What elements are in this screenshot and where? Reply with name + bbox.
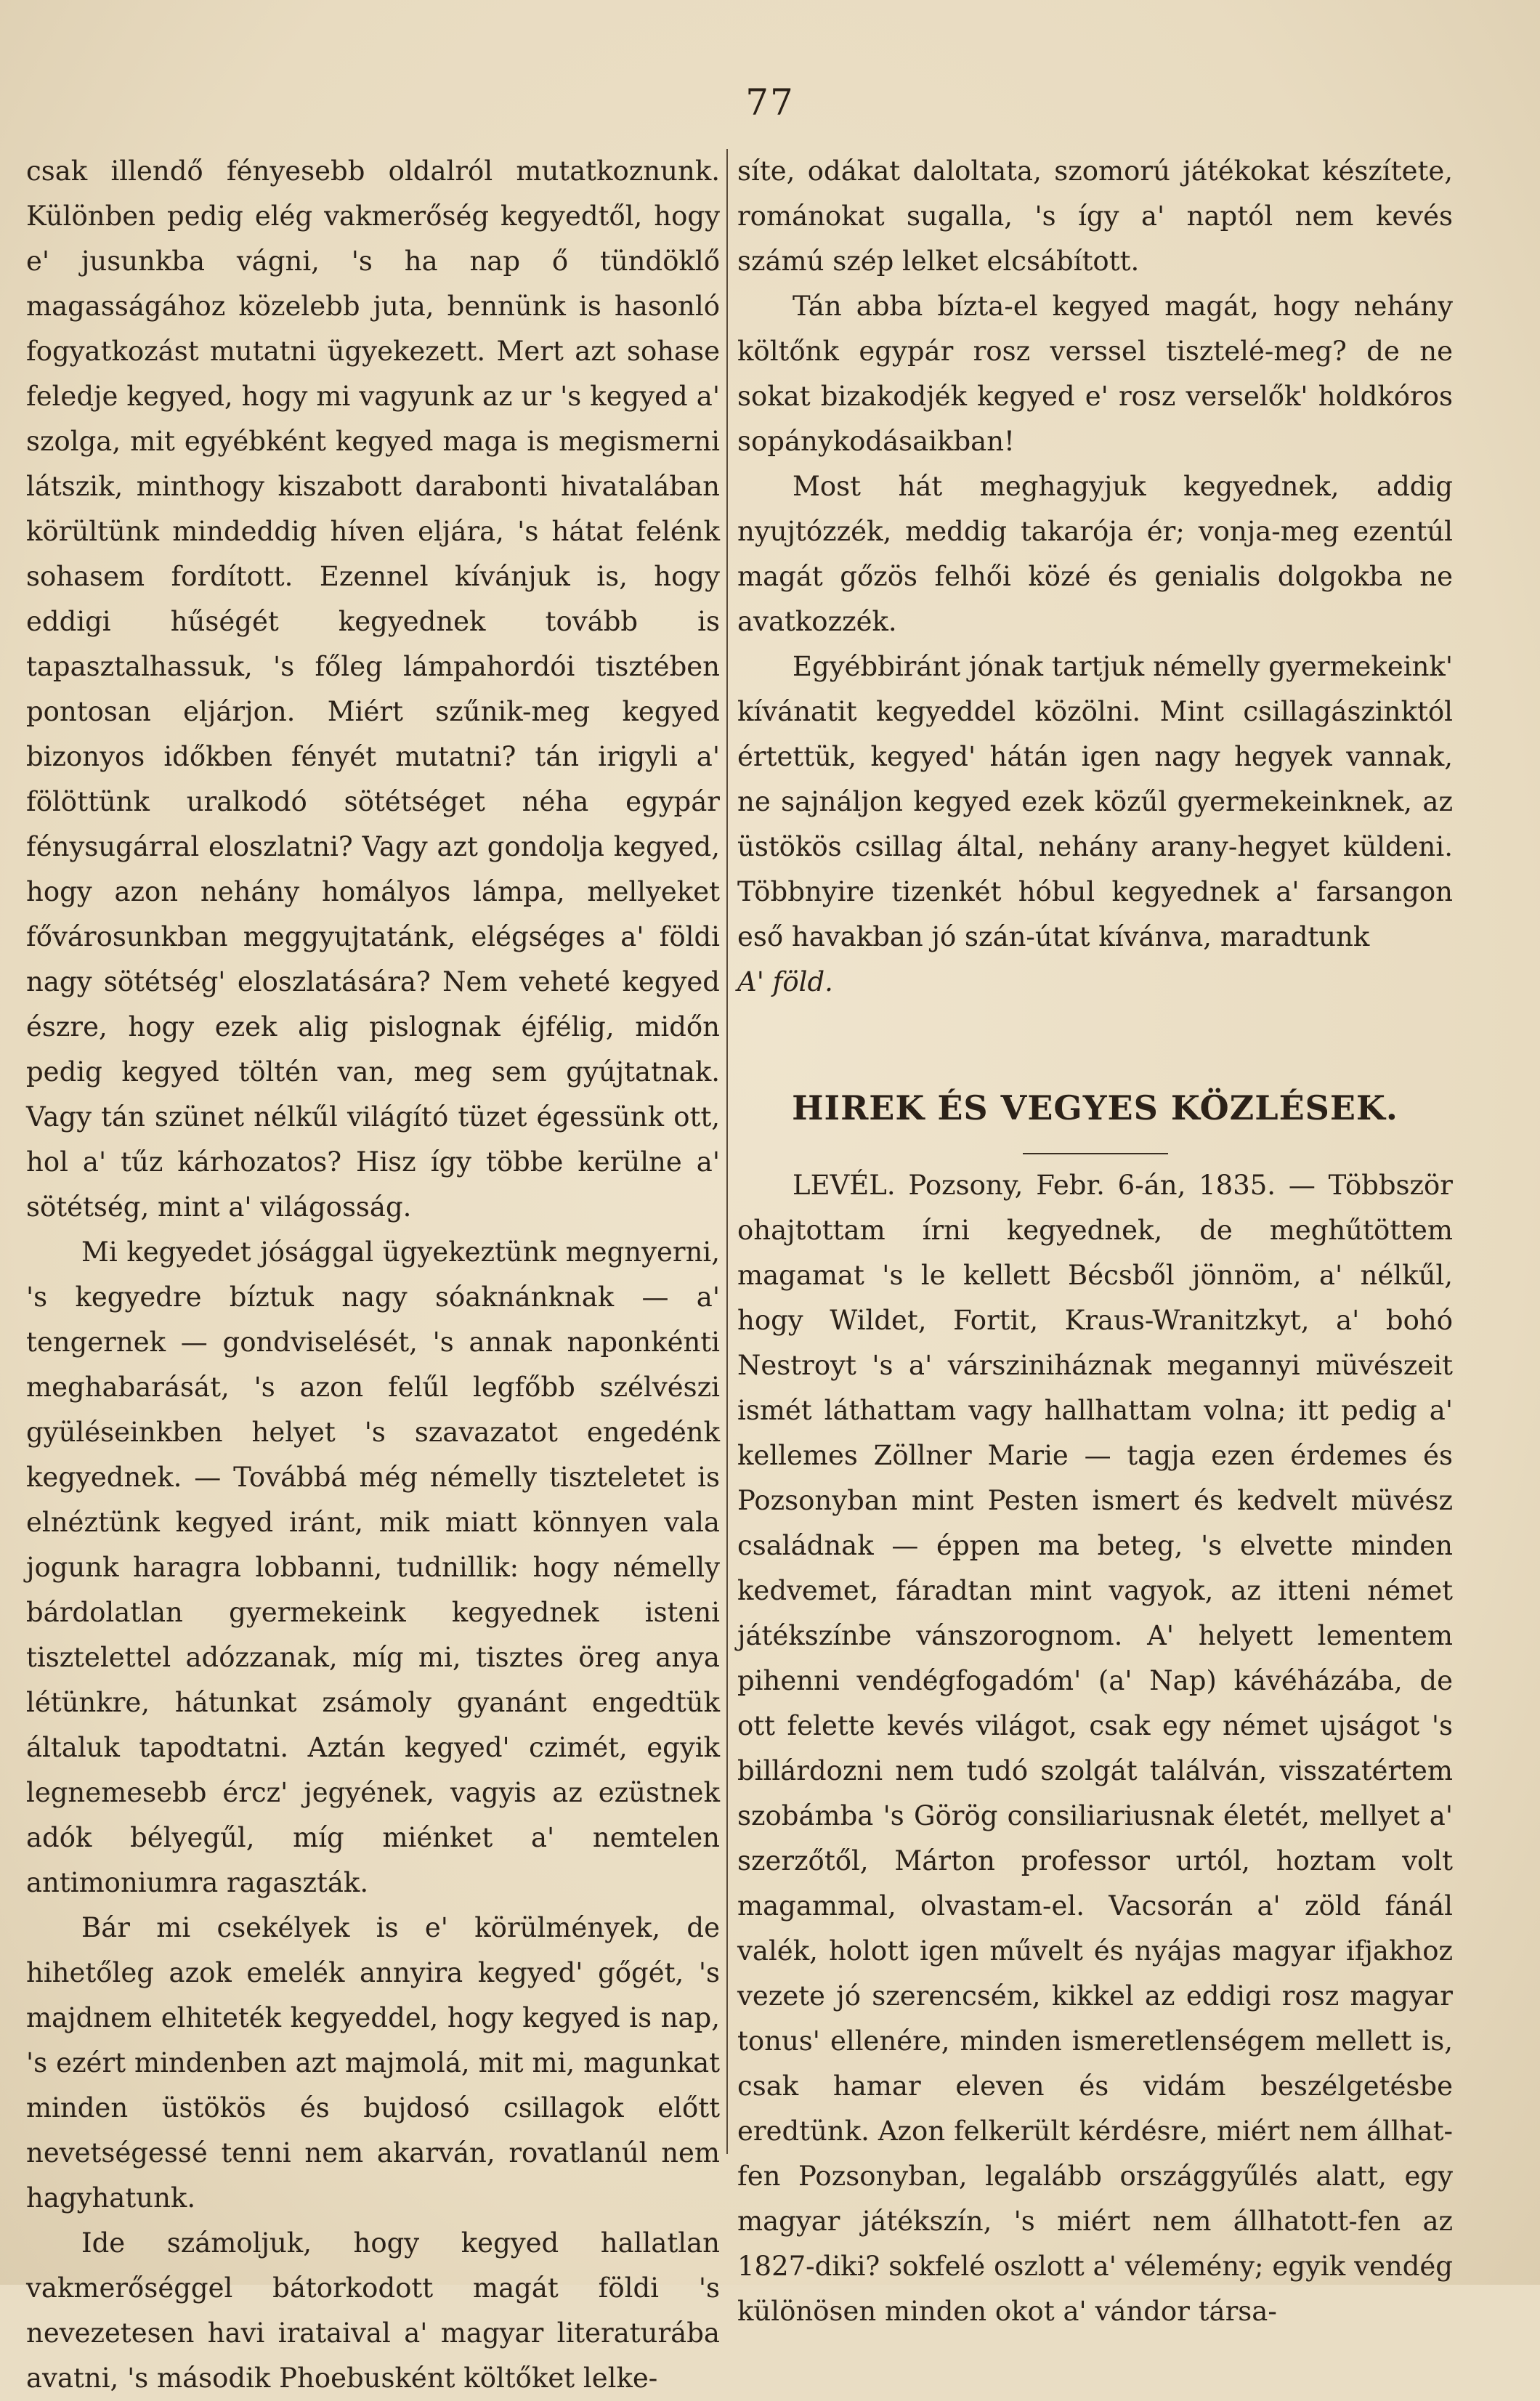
body-paragraph: síte, odákat daloltata, szomorú játékokat készítete, románokat sugalla, 's így a' naptól nem kevés számú szép lelket elcsábított. xyxy=(737,155,1453,277)
section-rule xyxy=(1023,1153,1168,1154)
body-paragraph: Egyébbiránt jónak tartjuk némelly gyermekeink' kívánatit kegyeddel közölni. Mint csillagászinktól értettük, kegyed' hátán igen nagy hegyek vannak, ne sajnáljon kegyed ezek közűl gyermekeinknek, az üstökös csillag által, nehány arany-hegyet küldeni. Többnyire tizenkét hóbul kegyednek a' farsangon eső havakban jó szán-útat kívánva, maradtunk xyxy=(737,651,1453,952)
right-column xyxy=(737,149,1453,2334)
left-column xyxy=(26,149,720,2401)
body-paragraph: csak illendő fényesebb oldalról mutatkoznunk. Különben pedig elég vakmerőség kegyedtől, hogy e' jusunkba vágni, 's ha nap ő tündöklő magasságához közelebb juta, bennünk is hasonló fogyatkozást mutatni ügyekezett. Mert azt sohase feledje kegyed, hogy mi vagyunk az ur 's kegyed a' szolga, mit egyébként kegyed maga is megismerni látszik, minthogy kiszabott darabonti hivatalában körültünk mindeddig híven eljára, 's hátat felénk sohasem fordított. Ezennel kívánjuk is, hogy eddigi hűségét kegyednek tovább is tapasztalhassuk, 's főleg lámpahordói tisztében pontosan eljárjon. Miért szűnik-meg kegyed bizonyos időkben fényét mutatni? tán irigyli a' fölöttünk uralkodó sötétséget néha egypár fénysugárral eloszlatni? Vagy azt gondolja kegyed, hogy azon nehány homályos lámpa, mellyeket fővárosunkban meggyujtatánk, elégséges a' földi nagy sötétség' eloszlatására? Nem veheté kegyed észre, hogy ezek alig pislognak éjfélig, midőn pedig kegyed töltén van, meg sem gyújtatnak. Vagy tán szünet nélkűl világító tüzet égessünk ott, hol a' tűz kárhozatos? Hisz így többe kerülne a' sötétség, mint a' világosság. xyxy=(26,155,720,1223)
body-paragraph: Most hát meghagyjuk kegyednek, addig nyujtózzék, meddig takarója ér; vonja-meg ezentúl magát gőzös felhői közé és genialis dolgokba ne avatkozzék. xyxy=(737,471,1453,637)
body-paragraph: Ide számoljuk, hogy kegyed hallatlan vakmerőséggel bátorkodott magát földi 's nevezetesen havi irataival a' magyar literaturába avatni, 's második Phoebusként költőket lelke- xyxy=(26,2227,720,2394)
body-paragraph: Tán abba bízta-el kegyed magát, hogy nehány költőnk egypár rosz verssel tisztelé-meg? de ne sokat bizakodjék kegyed e' rosz verselők' holdkóros sopánykodásaikban! xyxy=(737,291,1453,457)
body-paragraph: Mi kegyedet jósággal ügyekeztünk megnyerni, 's kegyedre bíztuk nagy sóaknánknak — a' tengernek — gondviselését, 's annak naponkénti meghabarását, 's azon felűl legfőbb szélvészi gyüléseinkben helyet 's szavazatot engedénk kegyednek. — Továbbá még némelly tiszteletet is elnéztünk kegyed iránt, mik miatt könnyen vala jogunk haragra lobbanni, tudnillik: hogy némelly bárdolatlan gyermekeink kegyednek isteni tisztelettel adózzanak, míg mi, tisztes öreg anya létünkre, hátunkat zsámoly gyanánt engedtük általuk tapodtatni. Aztán kegyed' czimét, egyik legnemesebb ércz' jegyének, vagyis az ezüstnek adók bélyegűl, míg miénket a' nemtelen antimoniumra ragaszták. xyxy=(26,1236,720,1898)
news-paragraph: LEVÉL. Pozsony, Febr. 6-án, 1835. — Többször ohajtottam írni kegyednek, de meghűtöttem magamat 's le kellett Bécsből jönnöm, a' nélkűl, hogy Wildet, Fortit, Kraus-Wranitzkyt, a' bohó Nestroyt 's a' vársziniháznak megannyi müvészeit ismét láthattam vagy hallhattam volna; itt pedig a' kellemes Zöllner Marie — tagja ezen érdemes és Pozsonyban mint Pesten ismert és kedvelt müvész családnak — éppen ma beteg, 's elvette minden kedvemet, fáradtan mint vagyok, az itteni német játékszínbe vánszorognom. A' helyett lementem pihenni vendégfogadóm' (a' Nap) kávéházába, de ott felette kevés világot, csak egy német ujságot 's billárdozni nem tudó szolgát találván, visszatértem szobámba 's Görög consiliariusnak életét, mellyet a' szerzőtől, Márton professor urtól, hoztam volt magammal, olvastam-el. Vacsorán a' zöld fánál valék, holott igen művelt és nyájas magyar ifjakhoz vezete jó szerencsém, kikkel az eddigi rosz magyar tonus' ellenére, minden ismeretlenségem mellett is, csak hamar eleven és vidám beszélgetésbe eredtünk. Azon felkerült kérdésre, miért nem állhat-fen Pozsonyban, legalább országgyűlés alatt, egy magyar játékszín, 's miért nem állhatott-fen az 1827-diki? sokfelé oszlott a' vélemény; egyik vendég különösen minden okot a' vándor társa- xyxy=(737,1170,1453,2327)
signature: A' föld. xyxy=(737,966,833,997)
section-title: HIREK ÉS VEGYES KÖZLÉSEK. xyxy=(792,1088,1398,1127)
body-paragraph: Bár mi csekélyek is e' körülmények, de hihetőleg azok emelék annyira kegyed' gőgét, 's majdnem elhiteték kegyeddel, hogy kegyed is nap, 's ezért mindenben azt majmolá, mit mi, magunkat minden üstökös és bujdosó csillagok előtt nevetségessé tenni nem akarván, rovatlanúl nem hagyhatunk. xyxy=(26,1912,720,2214)
column-divider xyxy=(726,149,728,2154)
page-number: 77 xyxy=(745,81,795,124)
